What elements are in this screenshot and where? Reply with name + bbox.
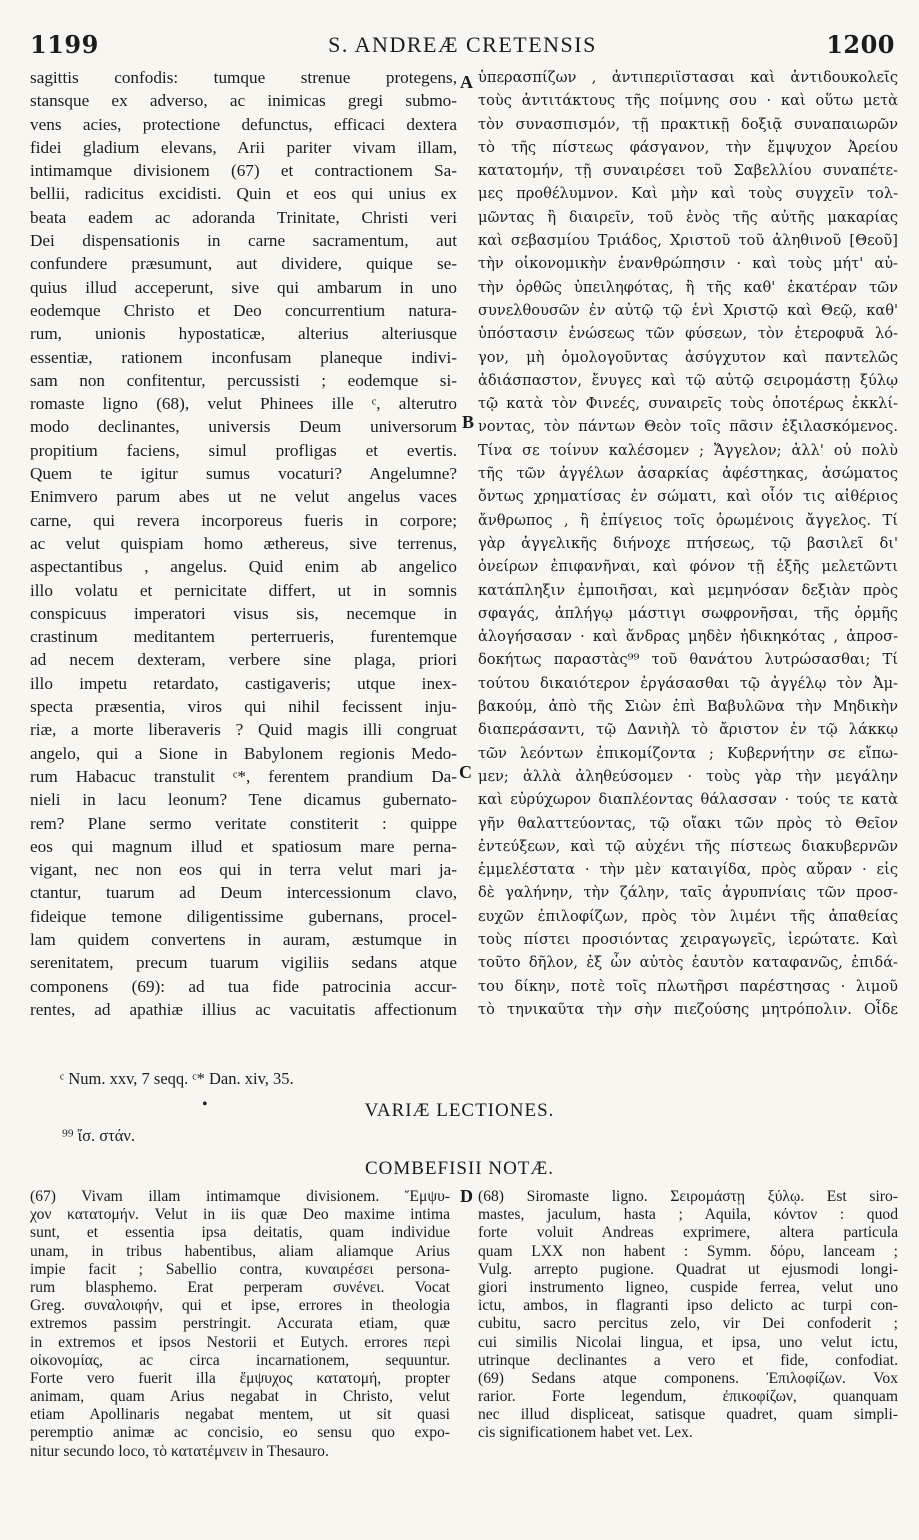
latin-text-line: illo volatu et pernicitate differt, ut in somnis <box>30 580 457 600</box>
notes-right-column <box>478 1188 898 1443</box>
greek-text-line: γὰρ ἀγγελικῆς διήνοχε πτήσεως, τῷ βασιλεῖ δι' <box>478 534 898 552</box>
latin-text-line: Quem te igitur sumus vocaturi? Angelumne? <box>30 464 457 484</box>
greek-text-line: καὶ εὐρύχωρον διαπλέοντας θάλασσαν · τούς τε κατὰ <box>478 791 898 809</box>
note-line: cui similis Nicolai lingua, et ipsa, uno velut ictu, <box>478 1333 898 1351</box>
greek-text-line: γῆν θαλαττεύοντας, τῷ οἴακι τῶν πρὸς τὸ Θεῖον <box>478 814 898 832</box>
greek-text-line: δὲ γαλήνην, τὴν ζάλην, ταῖς ἀγρυπνίαις τῶν προσ- <box>478 884 898 902</box>
latin-text-line: illo impetu retardato, castigaveris; utque inex- <box>30 673 457 693</box>
note-line: nitur secundo loco, τὸ κατατέμνειν in Thesauro. <box>30 1442 329 1460</box>
latin-text-line: vigant, nec non eos qui in terra velut mari ja- <box>30 860 457 880</box>
latin-text-line: fideique temone diligentissime gubernans, procel- <box>30 906 457 926</box>
greek-text-line: ὑπόστασιν ἑνώσεως τῶν φύσεων, τὸν ἑτεροφυᾶ λό- <box>478 325 898 343</box>
latin-text-line: quius illud acceperunt, sive qui ambarum in uno <box>30 277 457 297</box>
greek-text-line: ἀδιάσπαστον, ἔνυγες καὶ τῷ αὐτῷ σειρομάστῃ ξύλῳ <box>478 371 898 389</box>
latin-text-line: propitium faciens, simul profligas et evertis. <box>30 440 457 460</box>
greek-text-line: ἐμμελέστατα · τὴν μὲν καταιγίδα, πρὸς αὔραν · εἰς <box>478 861 898 879</box>
greek-text-line: τὴν οἰκονομικὴν ἐνανθρώπησιν · καὶ τοὺς μήτ' αὐ- <box>478 255 898 273</box>
note-line: quam LXX non habent : Symm. δόρυ, lanceam ; <box>478 1242 898 1260</box>
greek-text-line: σφαγάς, ἀπλήγῳ μάστιγι σωφρονῆσαι, τῆς ὁρμῆς <box>478 604 898 622</box>
greek-text-line: τούτου δικαιότερον ἐργάσασθαι τῷ ἀγγέλῳ τὸν Ἀμ- <box>478 674 898 692</box>
greek-text-line: νοντας, τὸν πάντων Θεὸν τοῖς πᾶσιν ἐξιλασκόμενος. <box>478 418 898 436</box>
latin-text-line: rentes, ad apathiæ illius ac vacuitatis affectionum <box>30 999 457 1019</box>
greek-text-line: ὑπερασπίζων , ἀντιπεριϊστασαι καὶ ἀντιδουκολεῖς <box>478 69 898 86</box>
note-line: cis significationem habet vet. Lex. <box>478 1424 693 1442</box>
latin-text-line: componens (69): ad tua fide patrocinia accur- <box>30 976 457 996</box>
latin-text-line: ac velut quispiam homo æthereus, sive terrenus, <box>30 533 457 553</box>
latin-text-line: rum Habacuc transtulit ᶜ*, ferentem prandium Da- <box>30 766 457 786</box>
greek-column <box>478 66 898 1021</box>
greek-text-line: βακούμ, ἀπὸ τῆς Σιὼν ἐπὶ Βαβυλῶνα τὴν Μηδικὴν <box>478 698 898 716</box>
greek-text-line: του δίκην, ποτὲ τοῖς πλωτῆρσι παρέστησας · λιμοῦ <box>478 977 898 995</box>
latin-text-line: conspicuus imperatori visus sis, necemque in <box>30 603 457 623</box>
latin-text-line: serenitatem, precum tuarum vigiliis sedans atque <box>30 953 457 973</box>
note-line: nec illud displiceat, satisque quadret, quam simpli- <box>478 1406 898 1424</box>
latin-text-line: aspectantibus , angelus. Quid enim ab angelico <box>30 557 457 577</box>
latin-text-line: romaste ligno (68), velut Phinees ille ᶜ, alterutro <box>30 394 457 414</box>
greek-text-line: ὄντως χρηματίσας ἐν σώματι, καὶ οἷόν τις αἰθέριος <box>478 488 898 506</box>
note-line: rum blasphemo. Erat perperam συνένει. Vocat <box>30 1278 450 1296</box>
latin-text-line: riæ, a morte liberaveris ? Quid magis illi congruat <box>30 720 457 740</box>
greek-text-line: τῆς τῶν ἀγγέλων ἀσαρκίας ἀφέστηκας, ἀσώματος <box>478 465 898 483</box>
combefisii-notae-heading: COMBEFISII NOTÆ. <box>364 1158 555 1179</box>
latin-text-line: crastinum meditantem perterrueris, furentemque <box>30 627 457 647</box>
notes-left-column <box>30 1188 450 1461</box>
latin-text-line: lam quidem convertens in auram, æstumque in <box>30 929 457 949</box>
scripture-footnotes: ᶜ Num. xxv, 7 seqq. ᶜ* Dan. xiv, 35. <box>60 1069 294 1088</box>
note-line: unam, in tribus habentibus, aliam aliamque Arius <box>30 1242 450 1260</box>
note-line: Greg. συναλοιφήν, qui et ipse, errores in theologia <box>30 1297 450 1315</box>
latin-text-line: modo declinantes, universis Deum universorum <box>30 417 457 437</box>
note-line: mastes, jaculum, hasta ; Aquila, κόντον : quod <box>478 1206 898 1224</box>
margin-letter-d: D <box>460 1186 473 1206</box>
latin-text-line: Enimvero parum abes ut ne velut angelus vaces <box>30 487 457 507</box>
note-line: impie facit ; Sabellio contra, κυναιρέσει persona- <box>30 1260 450 1278</box>
variae-lectiones-heading: VARIÆ LECTIONES. <box>364 1100 555 1121</box>
note-line: peremptio animæ ac concisio, eo sensu quo expo- <box>30 1424 450 1442</box>
note-line: extremos passim perstringit. Accurata etiam, quæ <box>30 1315 450 1333</box>
greek-text-line: τὸ τῆς πίστεως φάσγανον, τὴν ἔμψυχον Ἀρείου <box>478 138 898 156</box>
right-page-number: 1200 <box>826 30 895 59</box>
latin-text-line: rum, unionis hypostaticæ, alterius alteriusque <box>30 324 457 344</box>
latin-text-line: carne, qui revera incorporeus fueris in corpore; <box>30 510 457 530</box>
latin-text-line: confundere præsumunt, aut dividere, quique se- <box>30 254 457 274</box>
greek-text-line: ἀλογήσασαν · καὶ ἄνδρας μηδὲν ἠδικηκότας , ἀπροσ- <box>478 628 898 646</box>
page-header <box>30 30 895 62</box>
greek-text-line: κατάπληξιν ἐμποιῆσαι, καὶ μεμηνόσαν δεξιὰν πρὸς <box>478 581 898 599</box>
latin-text-line: essentiæ, rationem inconfusam planeque indivi- <box>30 347 457 367</box>
running-title: S. ANDREÆ CRETENSIS <box>328 32 597 57</box>
greek-text-line: ἐντεύξεων, καὶ τῷ αὐχένι τῆς πίστεως διακυβερνῶν <box>478 837 898 855</box>
latin-text-line: sagittis confodis: tumque strenue protegens, <box>30 68 457 87</box>
latin-text-line: specta præsentia, viros qui nihil fecissent inju- <box>30 697 457 717</box>
greek-text-line: μῶντας ἢ διαιρεῖν, τοῦ ἑνὸς τῆς αὐτῆς μακαρίας <box>478 208 898 226</box>
margin-letter-b: B <box>462 412 475 432</box>
note-line: etiam Apollinaris negabat mentem, ut sit quasi <box>30 1406 450 1424</box>
latin-text-line: bellii, radicitus excidisti. Quin et eos qui unius ex <box>30 184 457 204</box>
note-line: (68) Siromaste ligno. Σειρομάστῃ ξύλῳ. Est siro- <box>478 1188 898 1205</box>
margin-letter-a: A <box>460 72 473 92</box>
latin-text-line: sam non confitentur, percussisti ; eodemque si- <box>30 370 457 390</box>
greek-text-line: τοὺς πίστει προσιόντας χειραγωγεῖς, ἱερώτατε. Καὶ <box>478 930 898 948</box>
latin-text-line: intimamque divisionem (67) et contractionem Sa- <box>30 161 457 181</box>
greek-text-line: συνελθουσῶν ἐν αὐτῷ τῷ ἑνὶ Χριστῷ καὶ Θεῷ, καθ' <box>478 301 898 319</box>
greek-text-line: ἄνθρωπος , ἢ ἐπίγειος τοῖς ὁρωμένοις ἄγγελος. Τί <box>478 511 898 529</box>
latin-text-line: rem? Plane sermo veritate constiterit : quippe <box>30 813 457 833</box>
latin-text-line: stansque ex adverso, ac inimicas gregi submo- <box>30 91 457 111</box>
greek-text-line: τὴν ὀρθῶς ὑπειληφότας, ἢ τῆς καθ' ἑκατέραν τῶν <box>478 278 898 296</box>
note-line: rarior. Forte legendum, ἐπικοφίζων, quanquam <box>478 1388 898 1406</box>
note-line: οἰκονομίας, ac circa incarnationem, sequuntur. <box>30 1351 450 1369</box>
latin-column <box>30 66 457 1021</box>
greek-text-line: ευχῶν ἐπιλοφίζων, πρὸς τὸν λιμένι τῆς ἀπαθείας <box>478 907 898 925</box>
greek-text-line: Τίνα σε τοίνυν καλέσομεν ; Ἄγγελον; ἀλλ' οὐ πολὺ <box>478 441 898 459</box>
greek-text-line: ὀνείρων ἐπιφανῆναι, καὶ φόνον τῇ ἑξῆς μελετῶντι <box>478 558 898 576</box>
greek-text-line: μες προθέλυμνον. Καὶ μὴν καὶ τοὺς συγχεῖν τολ- <box>478 185 898 203</box>
note-line: (67) Vivam illam intimamque divisionem. Ἔμψυ- <box>30 1188 450 1205</box>
greek-text-line: τοὺς ἀντιτάκτους τῆς ποίμνης σου · καὶ οὕτω μετὰ <box>478 92 898 110</box>
note-line: utrinque declinantes a vero et fide, confodiat. <box>478 1351 898 1369</box>
greek-text-line: τὸ τηνικαῦτα τὴν σὴν πιεζούσης μητρόπολιν. Οἶδε <box>478 1000 898 1018</box>
latin-text-line: eos qui magnum illud et spatiosum mare perna- <box>30 836 457 856</box>
latin-text-line: beata eadem ac adoranda Trinitate, Christi veri <box>30 207 457 227</box>
latin-text-line: nieli in lacu leonum? Tene dicamus gubernato- <box>30 790 457 810</box>
latin-text-line: angelo, qui a Sione in Babylonem regionis Medo- <box>30 743 457 763</box>
note-line: in extremos et ipsos Nestorii et Eutych. errores περὶ <box>30 1333 450 1351</box>
note-line: giori instrumento ligneo, cuspide ferrea, velut uno <box>478 1278 898 1296</box>
note-line: animam, quam Arius negabat in Christo, velut <box>30 1388 450 1406</box>
variant-note: ⁹⁹ ἴσ. στάν. <box>62 1126 135 1145</box>
greek-text-line: κατατομήν, τῇ συναιρέσει τοῦ Σαβελλίου συναπέτε- <box>478 162 898 180</box>
note-line: forte voluit Andreas exprimere, altera particula <box>478 1224 898 1242</box>
greek-text-line: τῷ κατὰ τὸν Φινεές, συναιρεῖς τοὺς ὁποτέρως ἐκκλί- <box>478 395 898 413</box>
latin-text-line: vens acies, protectione defunctus, efficaci dextera <box>30 114 457 134</box>
greek-text-line: τῶν λεόντων ἐπικομίζοντα ; Κυβερνήτην σε εἴπω- <box>478 744 898 762</box>
latin-text-line: fidei gladium elevans, Arii pariter vivam illam, <box>30 137 457 157</box>
note-line: cubitu, sacro percitus zelo, vir Dei confoderit ; <box>478 1315 898 1333</box>
greek-text-line: τοῦτο δῆλον, ἐξ ὧν αὐτὸς ἑαυτὸν καταφανῶς, ἐπιδά- <box>478 954 898 972</box>
note-line: Vulg. arrepto pugione. Quadrat ut ejusmodi longi- <box>478 1260 898 1278</box>
latin-text-line: eodemque Christo et Deo concurrentium natura- <box>30 300 457 320</box>
greek-text-line: μεν; ἀλλὰ ἀληθεύσομεν · τοὺς γὰρ τὴν μεγάλην <box>478 767 898 785</box>
greek-text-line: δοκήτως παραστὰς⁹⁹ τοῦ θανάτου λυτρώσασθαι; Τί <box>478 651 898 669</box>
greek-text-line: καὶ σεβασμίου Τριάδος, Χριστοῦ τοῦ ἀληθινοῦ [Θεοῦ] <box>478 232 898 250</box>
note-line: (69) Sedans atque componens. Ἐπιλοφίζων. Vox <box>478 1369 898 1387</box>
greek-text-line: τὸν συνασπισμόν, τῇ πρακτικῇ δοξιᾷ συναπαιωρῶν <box>478 115 898 133</box>
note-line: χον κατατομήν. Velut in iis quæ Deo maxime intima <box>30 1206 450 1224</box>
margin-letter-c: C <box>459 762 472 782</box>
greek-text-line: διαπεράσαντι, τῷ Δανιὴλ τὸ ἄριστον ἐν τῷ λάκκῳ <box>478 721 898 739</box>
separator-dot: • <box>202 1096 208 1113</box>
latin-text-line: ctantur, tuarum ad Deum intercessionum clavo, <box>30 883 457 903</box>
note-line: Forte vero fuerit illa ἔμψυχος κατατομή, propter <box>30 1369 450 1387</box>
latin-text-line: ad necem dexteram, verbere sine plaga, priori <box>30 650 457 670</box>
greek-text-line: γον, μὴ ὁμολογοῦντας ἀσύγχυτον καὶ παντελῶς <box>478 348 898 366</box>
left-page-number: 1199 <box>30 30 99 59</box>
note-line: sunt, et essentia ipsa deitatis, quam individue <box>30 1224 450 1242</box>
latin-text-line: Dei dispensationis in carne sacramentum, aut <box>30 231 457 251</box>
note-line: ictu, ambos, in flagranti ipso delicto ac turpi con- <box>478 1297 898 1315</box>
